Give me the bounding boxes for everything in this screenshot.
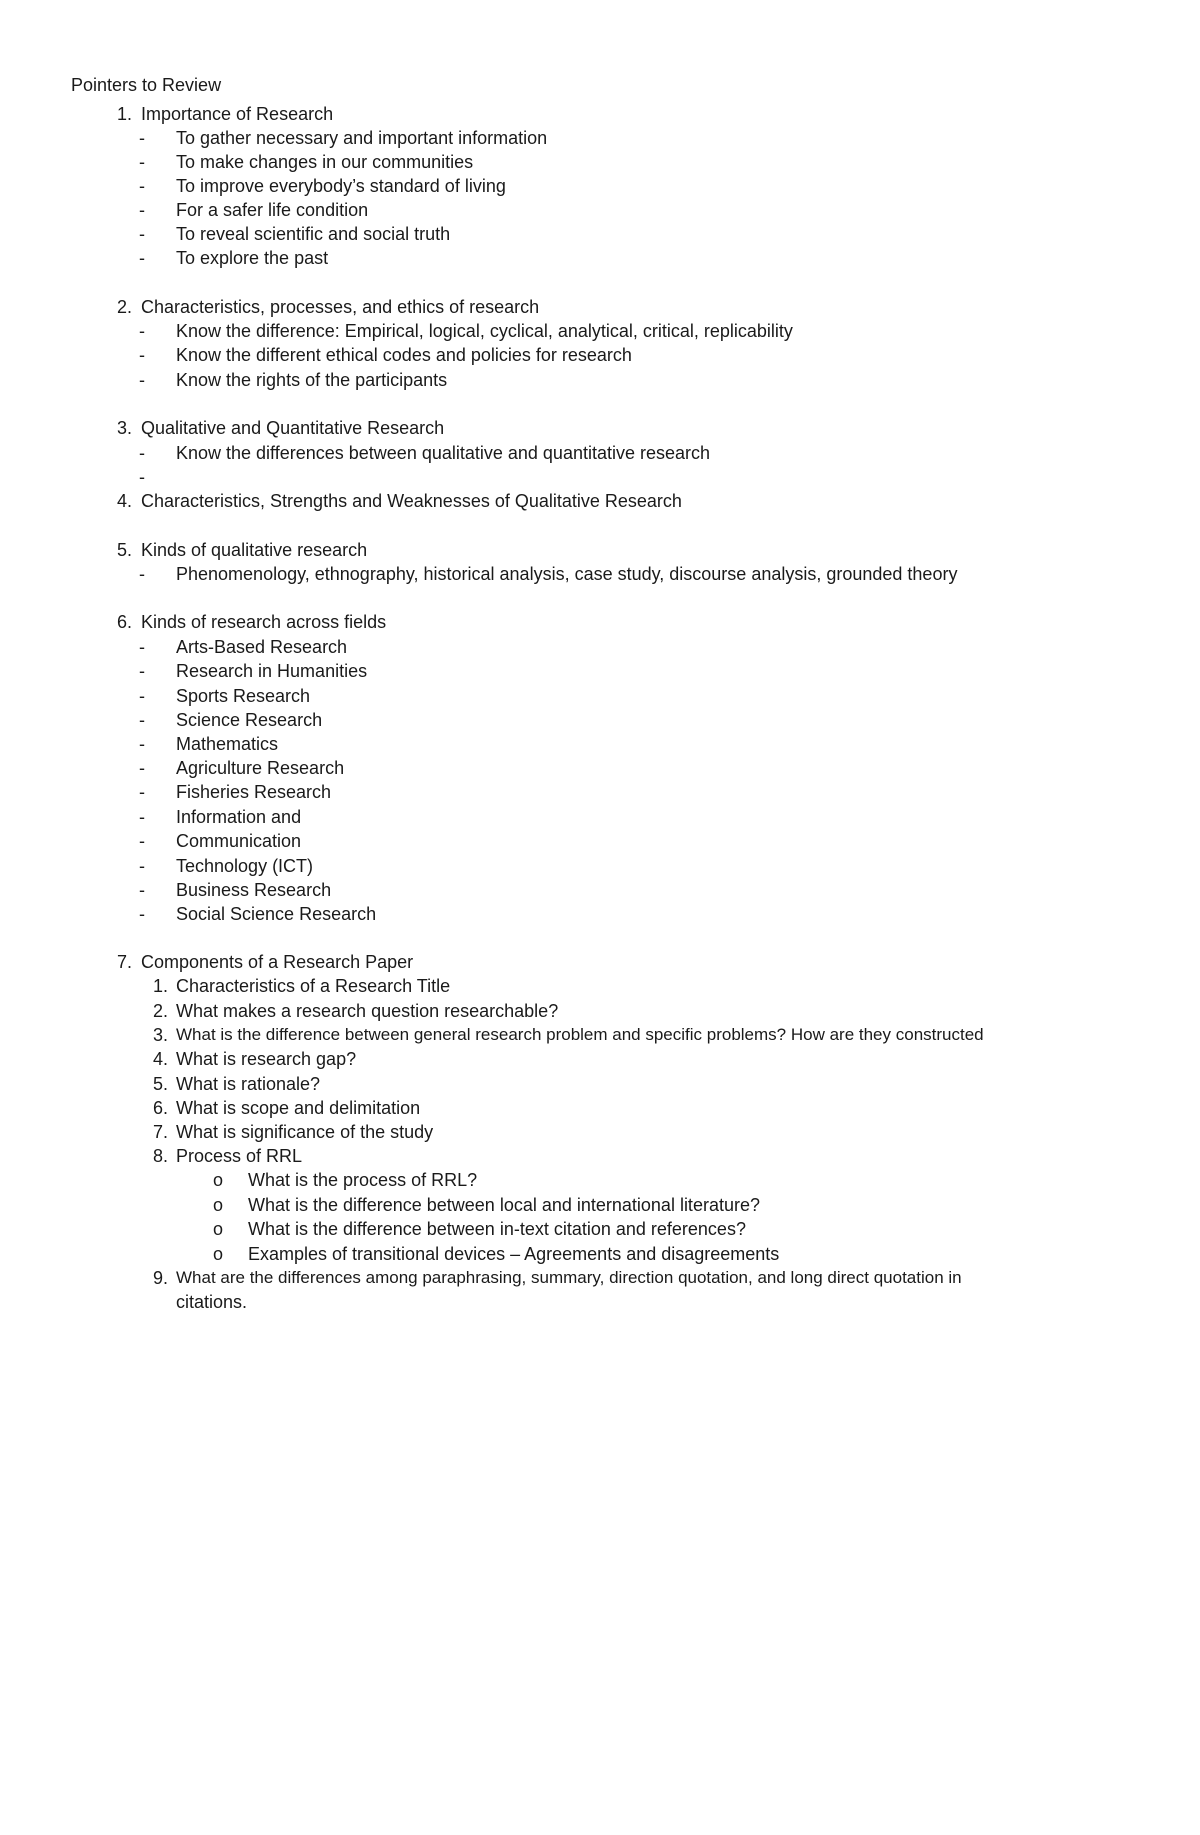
section-title: Characteristics, processes, and ethics of research (141, 297, 540, 317)
subitem-number: 7. (152, 1122, 168, 1142)
bullet-text: To make changes in our communities (176, 152, 474, 172)
o-bullet-text: Examples of transitional devices – Agreements and disagreements (248, 1244, 780, 1264)
section-number: 6. (116, 612, 132, 632)
section-number: 1. (116, 104, 132, 124)
dash-marker: - (139, 467, 145, 487)
dash-marker: - (139, 443, 145, 463)
dash-marker: - (139, 128, 145, 148)
bullet-text: To improve everybody’s standard of living (176, 176, 506, 196)
bullet-text: For a safer life condition (176, 200, 369, 220)
section-title: Characteristics, Strengths and Weaknesses of Qualitative Research (141, 491, 682, 511)
dash-marker: - (139, 370, 145, 390)
document-title: Pointers to Review (71, 75, 222, 95)
bullet-text: To explore the past (176, 248, 329, 268)
section-number: 7. (116, 952, 132, 972)
circle-bullet-icon: o (213, 1219, 224, 1239)
circle-bullet-icon: o (213, 1170, 224, 1190)
o-bullet-text: What is the process of RRL? (248, 1170, 478, 1190)
subitem-number: 1. (152, 976, 168, 996)
dash-marker: - (139, 637, 145, 657)
subitem-number: 5. (152, 1074, 168, 1094)
dash-marker: - (139, 200, 145, 220)
circle-bullet-icon: o (213, 1195, 224, 1215)
section-title: Kinds of research across fields (141, 612, 387, 632)
subitem-text: What is significance of the study (176, 1122, 434, 1142)
subitem-number: 2. (152, 1001, 168, 1021)
bullet-text: Arts-Based Research (176, 637, 348, 657)
dash-marker: - (139, 904, 145, 924)
bullet-text: Know the different ethical codes and policies for research (176, 345, 632, 365)
subitem-text: Process of RRL (176, 1146, 303, 1166)
dash-marker: - (139, 831, 145, 851)
bullet-text: Information and (176, 807, 302, 827)
subitem-text: What is rationale? (176, 1074, 321, 1094)
o-bullet-text: What is the difference between in-text citation and references? (248, 1219, 746, 1239)
subitem-number: 3. (152, 1025, 168, 1045)
dash-marker: - (139, 248, 145, 268)
subitem-text: What is research gap? (176, 1049, 357, 1069)
bullet-text: Research in Humanities (176, 661, 368, 681)
section-number: 3. (116, 418, 132, 438)
section-title: Importance of Research (141, 104, 334, 124)
section-number: 5. (116, 540, 132, 560)
bullet-text: Know the difference: Empirical, logical, cyclical, analytical, critical, replicability (176, 321, 793, 341)
dash-marker: - (139, 880, 145, 900)
bullet-text: Technology (ICT) (176, 856, 314, 876)
section-number: 2. (116, 297, 132, 317)
bullet-text: Mathematics (176, 734, 279, 754)
bullet-text: Communication (176, 831, 302, 851)
section-title: Components of a Research Paper (141, 952, 414, 972)
dash-marker: - (139, 176, 145, 196)
dash-marker: - (139, 686, 145, 706)
dash-marker: - (139, 807, 145, 827)
dash-marker: - (139, 564, 145, 584)
dash-marker: - (139, 758, 145, 778)
bullet-text: Social Science Research (176, 904, 377, 924)
subitem-number: 4. (152, 1049, 168, 1069)
section-number: 4. (116, 491, 132, 511)
subitem-text: What makes a research question researchable? (176, 1001, 559, 1021)
dash-marker: - (139, 856, 145, 876)
bullet-text: Phenomenology, ethnography, historical analysis, case study, discourse analysis, grounded theory (176, 564, 958, 584)
dash-marker: - (139, 782, 145, 802)
bullet-text: Sports Research (176, 686, 311, 706)
dash-marker: - (139, 321, 145, 341)
section-title: Qualitative and Quantitative Research (141, 418, 445, 438)
subitem-text: What is the difference between general research problem and specific problems? How are they constructed (176, 1025, 984, 1044)
subitem-text: Characteristics of a Research Title (176, 976, 451, 996)
dash-marker: - (139, 661, 145, 681)
section-title: Kinds of qualitative research (141, 540, 368, 560)
bullet-text: Agriculture Research (176, 758, 345, 778)
subitem-text: What are the differences among paraphrasing, summary, direction quotation, and long direct quotation in (176, 1268, 962, 1287)
bullet-text: Know the rights of the participants (176, 370, 448, 390)
subitem-number: 8. (152, 1146, 168, 1166)
bullet-text: To reveal scientific and social truth (176, 224, 451, 244)
circle-bullet-icon: o (213, 1244, 224, 1264)
dash-marker: - (139, 734, 145, 754)
dash-marker: - (139, 710, 145, 730)
bullet-text: To gather necessary and important information (176, 128, 548, 148)
dash-marker: - (139, 224, 145, 244)
o-bullet-text: What is the difference between local and international literature? (248, 1195, 760, 1215)
dash-marker: - (139, 345, 145, 365)
bullet-text: Know the differences between qualitative and quantitative research (176, 443, 711, 463)
bullet-text: Fisheries Research (176, 782, 332, 802)
bullet-text: Science Research (176, 710, 323, 730)
bullet-text: Business Research (176, 880, 332, 900)
dash-marker: - (139, 152, 145, 172)
subitem-number: 9. (152, 1268, 168, 1288)
subitem-continuation-text: citations. (176, 1292, 248, 1312)
subitem-text: What is scope and delimitation (176, 1098, 421, 1118)
subitem-number: 6. (152, 1098, 168, 1118)
